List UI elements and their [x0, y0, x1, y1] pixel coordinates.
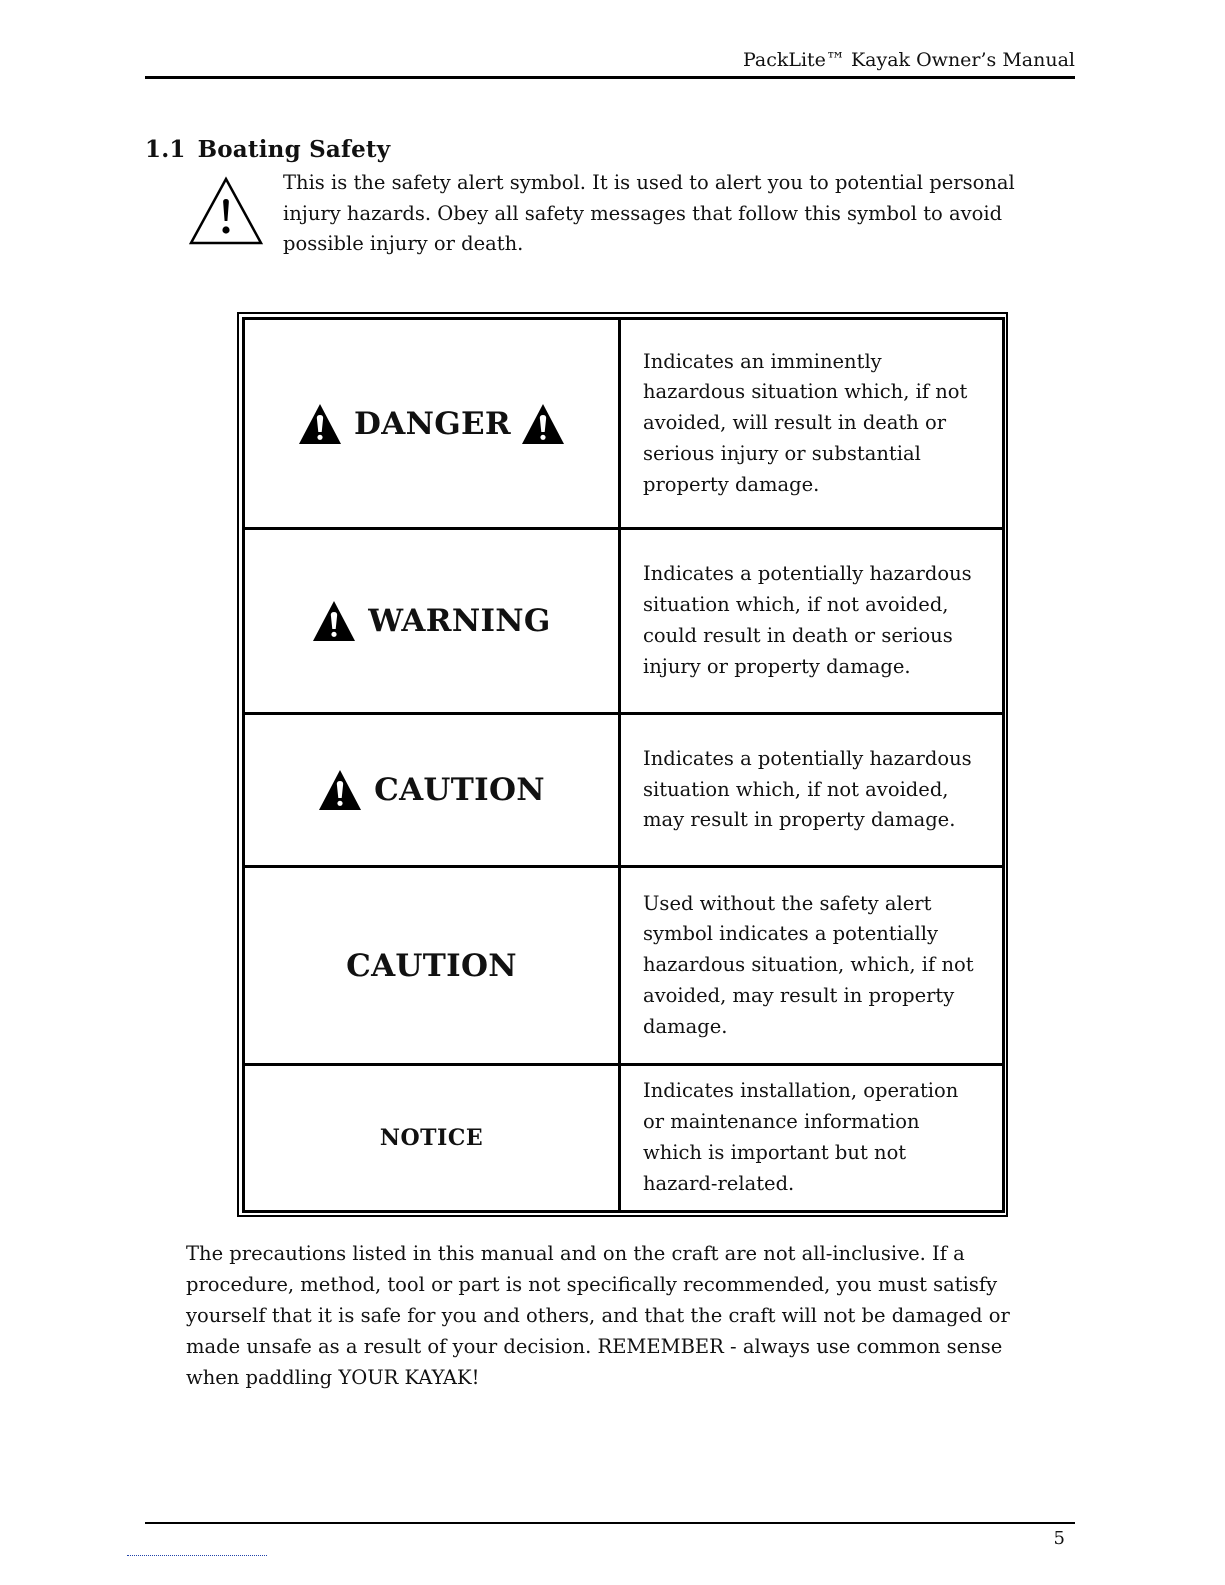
section-heading [145, 135, 390, 165]
signal-word-cell [245, 868, 621, 1063]
signal-description: Indicates a potentially hazardous situation which, if not avoided, may result in property damage. [643, 746, 972, 832]
link-underline[interactable] [127, 1555, 267, 1556]
danger-alert-icon [521, 402, 565, 446]
caution-plain-label [346, 948, 517, 984]
footer-rule [145, 1522, 1075, 1524]
table-row-caution-plain [245, 868, 1002, 1066]
caution-label [318, 768, 545, 812]
table-row-caution-symbol [245, 715, 1002, 868]
precautions-paragraph: The precautions listed in this manual and on the craft are not all-inclusive. If a procedure, method, tool or part is not specifically recommended, you must satisfy yourself that it is safe for you and others, and that the craft will not be damaged or made unsafe as a result of your decision. REMEMBER - always use common sense when paddling YOUR KAYAK! [186, 1242, 1010, 1389]
signal-word-text: CAUTION [346, 947, 517, 984]
safety-symbol-intro: This is the safety alert symbol. It is used to alert you to potential personal injury hazards. Obey all safety messages that follow this symbol to avoid possible injury or death. [283, 171, 1015, 255]
signal-description: Indicates an imminently hazardous situation which, if not avoided, will result in death or serious injury or substantial property damage. [643, 349, 968, 496]
running-header: PackLite™ Kayak Owner’s Manual [742, 49, 1075, 71]
signal-word-cell [245, 320, 621, 527]
section-number: 1.1 [145, 136, 186, 163]
signal-word-text: DANGER [354, 405, 511, 442]
header-rule [145, 76, 1075, 79]
notice-label [380, 1125, 483, 1151]
safety-alert-icon [188, 175, 264, 247]
danger-alert-icon [298, 402, 342, 446]
caution-alert-icon [318, 768, 362, 812]
signal-word-cell [245, 1066, 621, 1210]
danger-label [298, 402, 565, 446]
signal-word-cell [245, 715, 621, 865]
table-row-warning [245, 530, 1002, 715]
signal-description: Indicates installation, operation or maintenance information which is important but not hazard-related. [643, 1079, 959, 1195]
warning-alert-icon [312, 599, 356, 643]
table-row-notice [245, 1066, 1002, 1210]
section-title: Boating Safety [197, 136, 391, 163]
signal-word-text: CAUTION [374, 772, 545, 808]
page-number: 5 [1053, 1528, 1065, 1549]
signal-words-table [242, 317, 1005, 1213]
signal-word-text: WARNING [368, 603, 551, 639]
signal-description: Used without the safety alert symbol indicates a potentially hazardous situation, which, if not avoided, may result in property damage. [643, 891, 974, 1038]
signal-description: Indicates a potentially hazardous situation which, if not avoided, could result in death or serious injury or property damage. [643, 562, 972, 678]
warning-label [312, 599, 550, 643]
signal-word-text: NOTICE [379, 1125, 484, 1151]
signal-word-cell [245, 530, 621, 712]
table-row-danger [245, 320, 1002, 530]
